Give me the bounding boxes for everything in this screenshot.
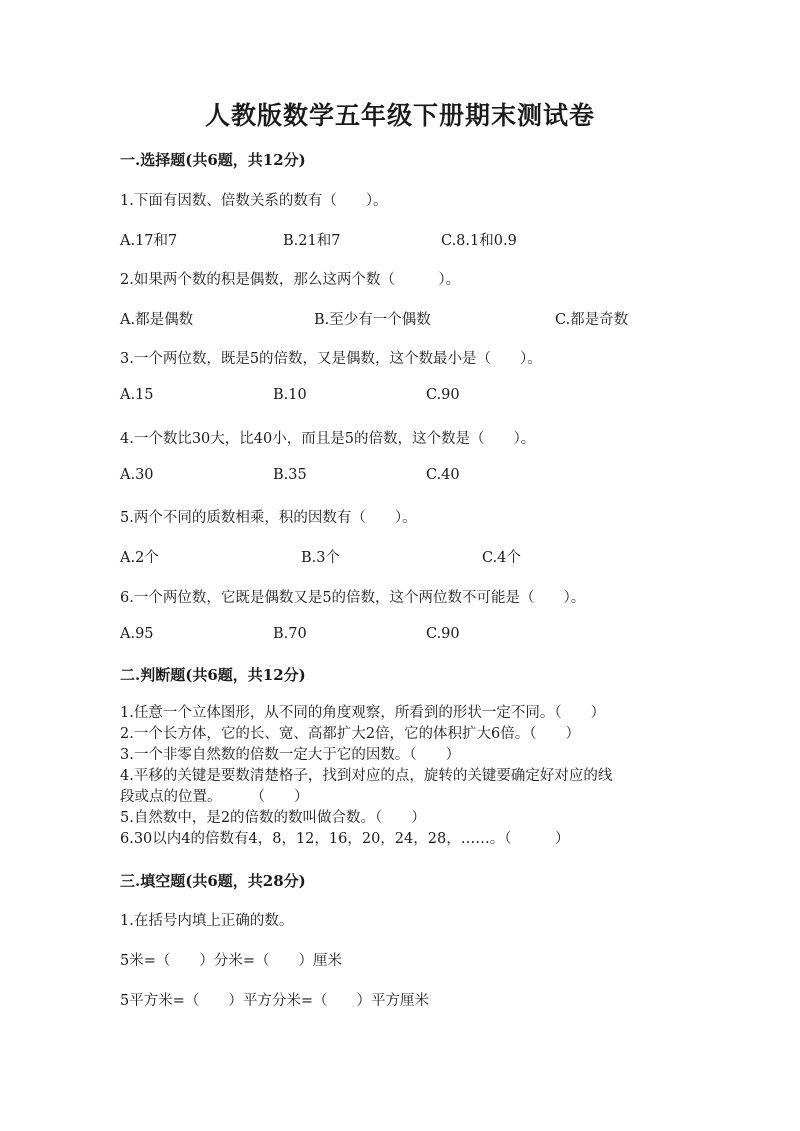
option-b: B.70 [273,626,307,642]
option-b: B.至少有一个偶数 [314,312,431,328]
option-b: B.35 [273,467,307,483]
section-heading-judgement: 二.判断题(共6题，共12分) [120,666,306,684]
statement-line: 4.平移的关键是要数清楚格子，找到对应的点，旋转的关键要确定好对应的线 [120,768,613,784]
statement-line: 2.一个长方体，它的长、宽、高都扩大2倍，它的体积扩大6倍。（ ） [120,726,581,742]
statement-line: 1.任意一个立体图形，从不同的角度观察，所看到的形状一定不同。（ ） [120,705,606,721]
question-text: 2.如果两个数的积是偶数，那么这两个数（ ）。 [120,272,461,288]
option-b: B.10 [273,387,307,403]
option-c: C.8.1和0.9 [441,233,517,249]
option-a: A.95 [120,626,154,642]
question-text: 5米=（ ）分米=（ ）厘米 [120,953,343,969]
option-c: C.90 [426,387,460,403]
page-title: 人教版数学五年级下册期末测试卷 [204,101,595,130]
question-text: 3.一个两位数，既是5的倍数，又是偶数，这个数最小是（ ）。 [120,351,542,367]
statement-line: 段或点的位置。 （ ） [120,789,309,805]
question-text: 5平方米=（ ）平方分米=（ ）平方厘米 [120,993,430,1009]
option-a: A.17和7 [120,233,178,249]
option-b: B.3个 [301,550,340,566]
statement-line: 3.一个非零自然数的倍数一定大于它的因数。（ ） [120,747,461,763]
section-heading-fill-blank: 三.填空题(共6题，共28分) [120,872,306,890]
option-b: B.21和7 [283,233,341,249]
statement-line: 5.自然数中，是2的倍数的数叫做合数。（ ） [120,810,426,826]
option-c: C.都是奇数 [555,312,629,328]
question-text: 1.在括号内填上正确的数。 [120,913,294,929]
question-text: 5.两个不同的质数相乘，积的因数有（ ）。 [120,510,417,526]
option-a: A.都是偶数 [120,312,194,328]
option-a: A.2个 [120,550,159,566]
option-c: C.90 [426,626,460,642]
option-a: A.15 [120,387,154,403]
statement-line: 6.30以内4的倍数有4，8，12，16，20，24，28，……。（ ） [120,831,570,847]
option-a: A.30 [120,467,154,483]
option-c: C.4个 [482,550,521,566]
question-text: 4.一个数比30大，比40小，而且是5的倍数，这个数是（ ）。 [120,431,536,447]
section-heading-choice: 一.选择题(共6题，共12分) [120,151,306,169]
option-c: C.40 [426,467,460,483]
question-text: 1.下面有因数、倍数关系的数有（ ）。 [120,193,388,209]
question-text: 6.一个两位数，它既是偶数又是5的倍数，这个两位数不可能是（ ）。 [120,590,586,606]
